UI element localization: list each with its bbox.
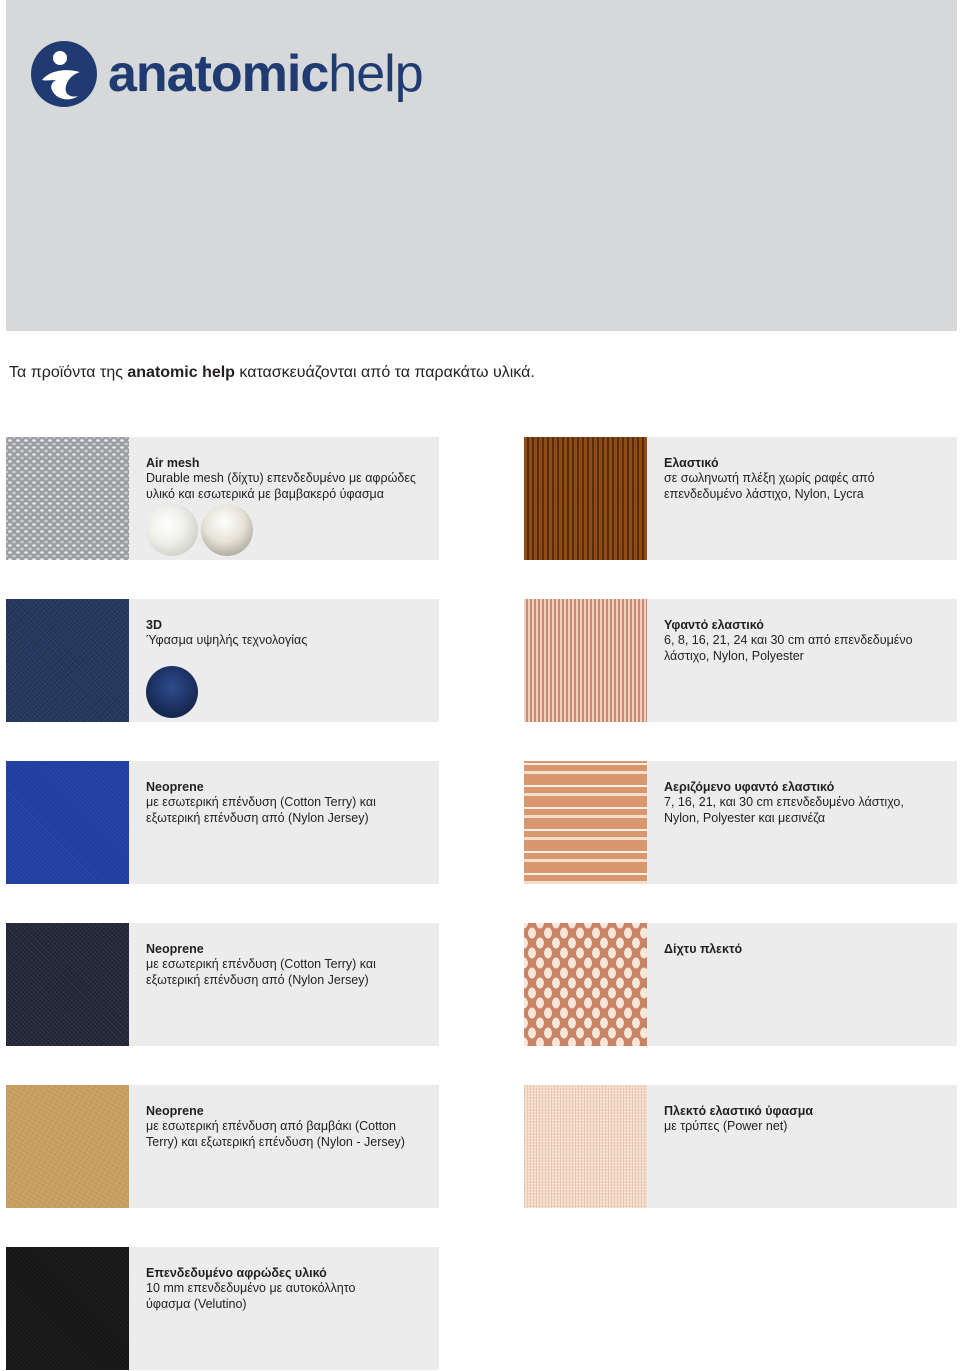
material-description-line: Nylon, Polyester και μεσινέζα — [664, 810, 826, 825]
material-description-line: 10 mm επενδεδυμένο με αυτοκόλλητο — [146, 1281, 356, 1296]
elastic-swatch — [524, 437, 647, 560]
material-title: Υφαντό ελαστικό — [664, 618, 764, 632]
material-description-line: Terry) και εξωτερική επένδυση (Nylon - Jersey) — [146, 1134, 405, 1149]
material-description-line: επενδεδυμένο λάστιχο, Nylon, Lycra — [664, 486, 864, 501]
material-card-3d — [6, 599, 439, 722]
brand-logo — [30, 40, 423, 108]
material-description-line: με τρύπες (Power net) — [664, 1119, 788, 1134]
material-card-neoprene-dark — [6, 923, 439, 1046]
material-card-velutino-foam — [6, 1247, 439, 1370]
material-title: Πλεκτό ελαστικό ύφασμα — [664, 1104, 814, 1118]
material-card-elastic — [524, 437, 957, 560]
material-description-line: με εσωτερική επένδυση από βαμβάκι (Cotton — [146, 1119, 396, 1134]
neoprene-dark-swatch — [6, 923, 129, 1046]
material-description-line: Durable mesh (δίχτυ) επενδεδυμένο με αφρώδες — [146, 471, 416, 486]
power-net-swatch — [524, 1085, 647, 1208]
material-description-line: Ύφασμα υψηλής τεχνολογίας — [146, 633, 308, 648]
cotton-layer-detail-image — [201, 504, 253, 556]
knitted-net-swatch — [524, 923, 647, 1046]
material-title: Ελαστικό — [664, 456, 719, 470]
woven-elastic-swatch — [524, 599, 647, 722]
material-title: Neoprene — [146, 780, 204, 794]
neoprene-blue-swatch — [6, 761, 129, 884]
material-card-knitted-net — [524, 923, 957, 1046]
ventilated-woven-elastic-swatch — [524, 761, 647, 884]
material-card-power-net — [524, 1085, 957, 1208]
material-title: Αεριζόμενο υφαντό ελαστικό — [664, 780, 835, 794]
material-description-line: λάστιχο, Nylon, Polyester — [664, 648, 804, 663]
3d-fabric-detail-image — [146, 666, 198, 718]
material-description-line: σε σωληνωτή πλέξη χωρίς ραφές από — [664, 471, 875, 486]
material-description-line: εξωτερική επένδυση από (Nylon Jersey) — [146, 810, 369, 825]
material-title: Neoprene — [146, 942, 204, 956]
material-title: 3D — [146, 618, 162, 632]
material-title: Air mesh — [146, 456, 200, 470]
air-mesh-swatch — [6, 437, 129, 560]
material-title: Neoprene — [146, 1104, 204, 1118]
material-title: Δίχτυ πλεκτό — [664, 942, 743, 956]
neoprene-tan-swatch — [6, 1085, 129, 1208]
foam-layer-detail-image — [146, 504, 198, 556]
material-card-woven-elastic — [524, 599, 957, 722]
material-description-line: 6, 8, 16, 21, 24 και 30 cm από επενδεδυμένο — [664, 633, 913, 648]
material-description-line: ύφασμα (Velutino) — [146, 1296, 247, 1311]
material-card-neoprene-blue — [6, 761, 439, 884]
material-description-line: εξωτερική επένδυση από (Nylon Jersey) — [146, 972, 369, 987]
material-title: Επενδεδυμένο αφρώδες υλικό — [146, 1266, 327, 1280]
material-description-line: με εσωτερική επένδυση (Cotton Terry) και — [146, 957, 376, 972]
anatomichelp-logo-icon — [30, 40, 98, 108]
material-description-line: με εσωτερική επένδυση (Cotton Terry) και — [146, 795, 376, 810]
material-card-neoprene-tan — [6, 1085, 439, 1208]
material-card-ventilated-woven-elastic — [524, 761, 957, 884]
intro-text: Τα προϊόντα της anatomic help κατασκευάζονται από τα παρακάτω υλικά. — [9, 364, 535, 381]
material-card-air-mesh — [6, 437, 439, 560]
material-description-line: 7, 16, 21, και 30 cm επενδεδυμένο λάστιχο, — [664, 795, 904, 810]
material-description-line: υλικό και εσωτερικά με βαμβακερό ύφασμα — [146, 486, 384, 501]
brand-wordmark: anatomichelp — [108, 45, 423, 103]
velutino-foam-swatch — [6, 1247, 129, 1370]
3d-fabric-swatch — [6, 599, 129, 722]
